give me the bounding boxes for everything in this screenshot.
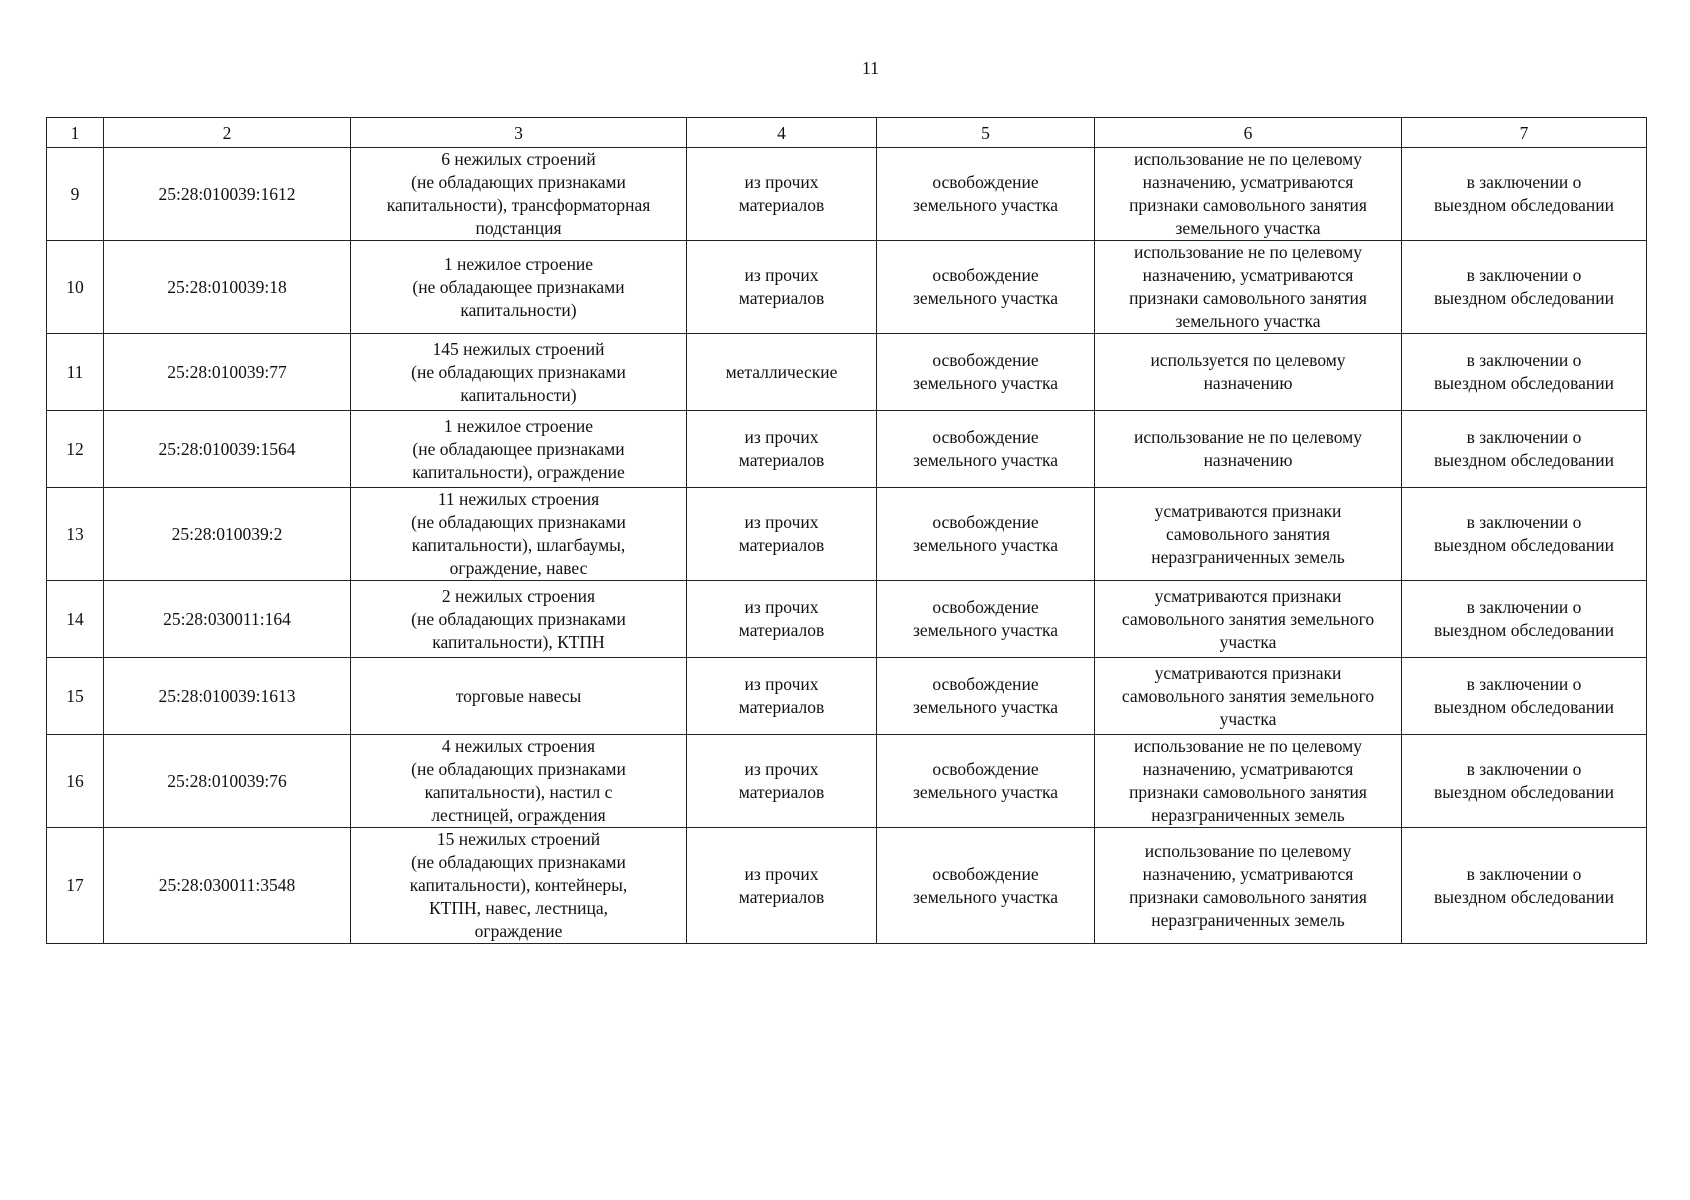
material-cell: из прочих материалов: [687, 148, 877, 241]
requirement-cell: освобождение земельного участка: [877, 581, 1095, 658]
requirement-cell: освобождение земельного участка: [877, 411, 1095, 488]
material-cell: из прочих материалов: [687, 488, 877, 581]
row-number-cell: 14: [47, 581, 104, 658]
material-cell: из прочих материалов: [687, 241, 877, 334]
column-header-7: 7: [1402, 118, 1647, 148]
land-use-cell: использование не по целевому назначению: [1095, 411, 1402, 488]
requirement-cell: освобождение земельного участка: [877, 735, 1095, 828]
row-number-cell: 9: [47, 148, 104, 241]
document-reference-cell: в заключении о выездном обследовании: [1402, 658, 1647, 735]
column-header-1: 1: [47, 118, 104, 148]
objects-description-cell: торговые навесы: [351, 658, 687, 735]
requirement-cell: освобождение земельного участка: [877, 828, 1095, 944]
table-row: [47, 658, 1647, 735]
cadastral-number-cell: 25:28:010039:1613: [104, 658, 351, 735]
row-number-cell: 12: [47, 411, 104, 488]
table-row: [47, 148, 1647, 241]
objects-description-cell: 2 нежилых строения (не обладающих признаками капитальности), КТПН: [351, 581, 687, 658]
row-number-cell: 11: [47, 334, 104, 411]
document-reference-cell: в заключении о выездном обследовании: [1402, 581, 1647, 658]
document-reference-cell: в заключении о выездном обследовании: [1402, 334, 1647, 411]
requirement-cell: освобождение земельного участка: [877, 488, 1095, 581]
material-cell: из прочих материалов: [687, 411, 877, 488]
column-header-5: 5: [877, 118, 1095, 148]
cadastral-number-cell: 25:28:010039:77: [104, 334, 351, 411]
land-use-cell: усматриваются признаки самовольного занятия неразграниченных земель: [1095, 488, 1402, 581]
requirement-cell: освобождение земельного участка: [877, 658, 1095, 735]
cadastral-number-cell: 25:28:030011:3548: [104, 828, 351, 944]
column-header-4: 4: [687, 118, 877, 148]
material-cell: из прочих материалов: [687, 581, 877, 658]
table-row: [47, 828, 1647, 944]
objects-description-cell: 6 нежилых строений (не обладающих признаками капитальности), трансформаторная подстанция: [351, 148, 687, 241]
land-use-cell: использование по целевому назначению, усматриваются признаки самовольного занятия неразграниченных земель: [1095, 828, 1402, 944]
row-number-cell: 16: [47, 735, 104, 828]
material-cell: из прочих материалов: [687, 658, 877, 735]
land-use-cell: использование не по целевому назначению, усматриваются признаки самовольного занятия земельного участка: [1095, 241, 1402, 334]
requirement-cell: освобождение земельного участка: [877, 148, 1095, 241]
land-use-cell: используется по целевому назначению: [1095, 334, 1402, 411]
document-reference-cell: в заключении о выездном обследовании: [1402, 735, 1647, 828]
document-reference-cell: в заключении о выездном обследовании: [1402, 488, 1647, 581]
table-body: [47, 148, 1647, 944]
material-cell: из прочих материалов: [687, 828, 877, 944]
row-number-cell: 10: [47, 241, 104, 334]
cadastral-number-cell: 25:28:010039:2: [104, 488, 351, 581]
table-row: [47, 411, 1647, 488]
requirement-cell: освобождение земельного участка: [877, 334, 1095, 411]
row-number-cell: 15: [47, 658, 104, 735]
table-row: [47, 581, 1647, 658]
land-use-cell: использование не по целевому назначению, усматриваются признаки самовольного занятия неразграниченных земель: [1095, 735, 1402, 828]
objects-description-cell: 11 нежилых строения (не обладающих признаками капитальности), шлагбаумы, ограждение, навес: [351, 488, 687, 581]
document-reference-cell: в заключении о выездном обследовании: [1402, 411, 1647, 488]
page-number: 11: [861, 58, 880, 78]
land-use-cell: использование не по целевому назначению, усматриваются признаки самовольного занятия земельного участка: [1095, 148, 1402, 241]
cadastral-number-cell: 25:28:030011:164: [104, 581, 351, 658]
column-header-3: 3: [351, 118, 687, 148]
material-cell: из прочих материалов: [687, 735, 877, 828]
table-row: [47, 241, 1647, 334]
row-number-cell: 13: [47, 488, 104, 581]
objects-description-cell: 4 нежилых строения (не обладающих признаками капитальности), настил с лестницей, ограждения: [351, 735, 687, 828]
table-row: [47, 488, 1647, 581]
objects-description-cell: 1 нежилое строение (не обладающее признаками капитальности): [351, 241, 687, 334]
cadastral-number-cell: 25:28:010039:1612: [104, 148, 351, 241]
table-row: [47, 735, 1647, 828]
row-number-cell: 17: [47, 828, 104, 944]
column-header-2: 2: [104, 118, 351, 148]
land-use-cell: усматриваются признаки самовольного занятия земельного участка: [1095, 581, 1402, 658]
document-reference-cell: в заключении о выездном обследовании: [1402, 241, 1647, 334]
table-header: [47, 118, 1647, 148]
objects-description-cell: 1 нежилое строение (не обладающее признаками капитальности), ограждение: [351, 411, 687, 488]
objects-description-cell: 145 нежилых строений (не обладающих признаками капитальности): [351, 334, 687, 411]
land-inspection-table: [46, 117, 1647, 944]
header-row: [47, 118, 1647, 148]
cadastral-number-cell: 25:28:010039:1564: [104, 411, 351, 488]
cadastral-number-cell: 25:28:010039:18: [104, 241, 351, 334]
table-row: [47, 334, 1647, 411]
land-use-cell: усматриваются признаки самовольного занятия земельного участка: [1095, 658, 1402, 735]
document-reference-cell: в заключении о выездном обследовании: [1402, 148, 1647, 241]
objects-description-cell: 15 нежилых строений (не обладающих признаками капитальности), контейнеры, КТПН, навес, лестница, ограждение: [351, 828, 687, 944]
requirement-cell: освобождение земельного участка: [877, 241, 1095, 334]
cadastral-number-cell: 25:28:010039:76: [104, 735, 351, 828]
column-header-6: 6: [1095, 118, 1402, 148]
material-cell: металлические: [687, 334, 877, 411]
document-reference-cell: в заключении о выездном обследовании: [1402, 828, 1647, 944]
